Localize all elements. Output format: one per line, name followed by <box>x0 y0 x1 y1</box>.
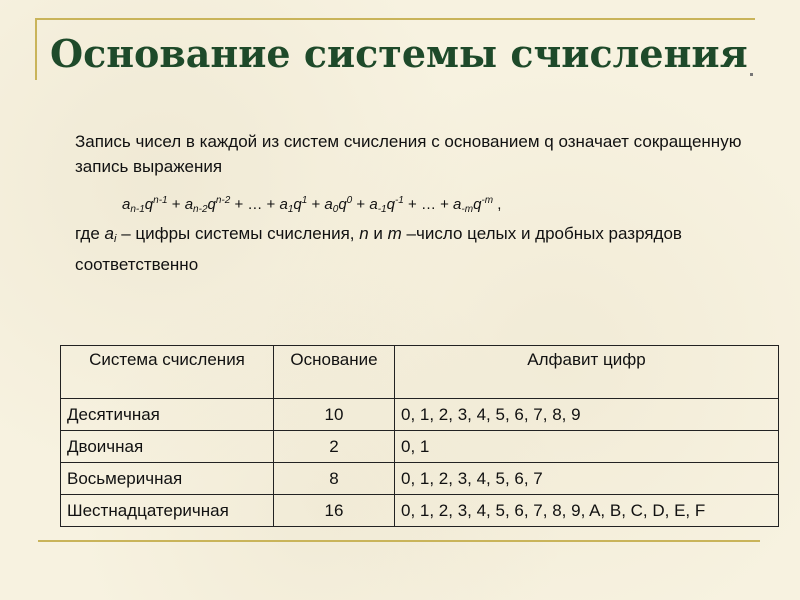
table-header-row <box>61 346 779 399</box>
formula: $a_{n-1}q^{n-1} + a_{n-2}q^{n-2}$ + … + $a_1q^1 + a_0q^0 + a_{-1}q^{-1}$ + … + $a_{-m}q^{-m}$ , <box>122 195 502 215</box>
slide-title: Основание системы счисления <box>50 31 748 76</box>
where-text: где $a_i$ – цифры системы счисления, n и m –число целых и дробных разрядов соответственно <box>75 224 682 274</box>
table-row <box>61 431 779 463</box>
cell-alphabet: 0, 1, 2, 3, 4, 5, 6, 7, 8, 9 <box>395 399 779 431</box>
cell-system: Шестнадцатеричная <box>61 495 274 527</box>
cell-system: Восьмеричная <box>61 463 274 495</box>
bottom-accent-line <box>38 540 760 542</box>
top-accent-line <box>35 18 755 20</box>
cell-base: 2 <box>274 431 395 463</box>
intro-text: Запись чисел в каждой из систем счисления с основанием q означает сокращенную запись выражения <box>75 132 742 176</box>
cell-base: 8 <box>274 463 395 495</box>
cell-alphabet: 0, 1 <box>395 431 779 463</box>
header-system: Система счисления <box>61 346 274 399</box>
decorative-dot <box>750 73 753 76</box>
cell-system: Десятичная <box>61 399 274 431</box>
header-base: Основание <box>274 346 395 399</box>
header-alphabet: Алфавит цифр <box>395 346 779 399</box>
table-row <box>61 463 779 495</box>
cell-base: 10 <box>274 399 395 431</box>
table-row <box>61 399 779 431</box>
cell-system: Двоичная <box>61 431 274 463</box>
table-row <box>61 495 779 527</box>
cell-alphabet: 0, 1, 2, 3, 4, 5, 6, 7, 8, 9, A, B, C, D, E, F <box>395 495 779 527</box>
cell-base: 16 <box>274 495 395 527</box>
left-accent-line <box>35 18 37 80</box>
cell-alphabet: 0, 1, 2, 3, 4, 5, 6, 7 <box>395 463 779 495</box>
number-systems-table <box>60 345 779 527</box>
